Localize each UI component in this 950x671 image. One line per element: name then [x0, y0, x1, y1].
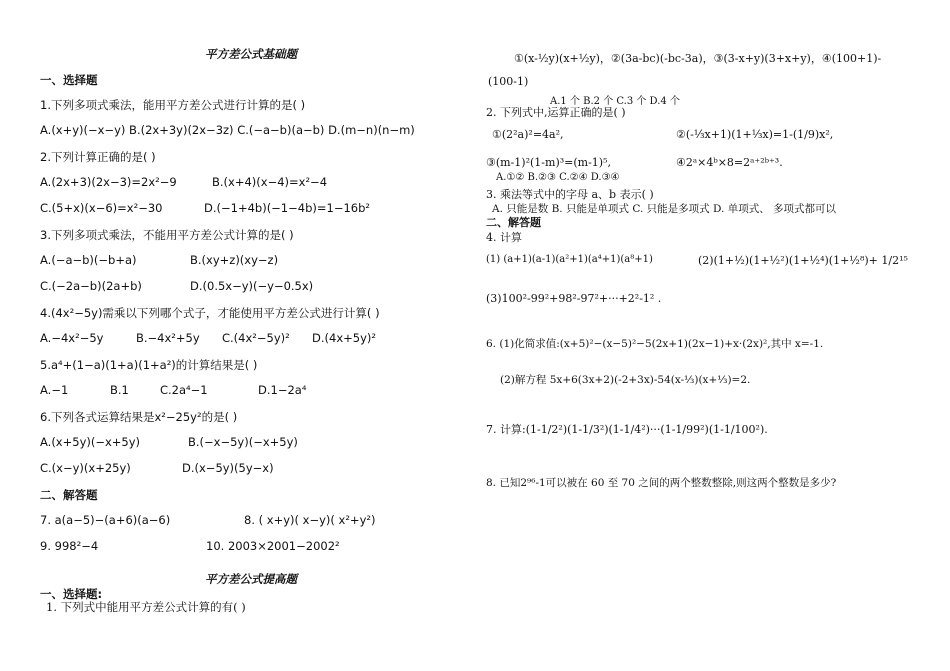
question-5-option-c: C.2a⁴−1: [160, 383, 208, 397]
question-2-option-d: D.(−1+4b)(−1−4b)=1−16b²: [204, 201, 370, 215]
question-9: 9. 998²−4: [40, 539, 99, 553]
question-4-option-b: B.−4x²+5y: [136, 331, 200, 345]
question-7: 7. a(a−5)−(a+6)(a−6): [40, 513, 171, 527]
advanced-q4-part-2: (2)(1+½)(1+½²)(1+½⁴)(1+½⁸)+ 1/2¹⁵: [698, 254, 908, 267]
question-10: 10. 2003×2001−2002²: [206, 539, 340, 553]
advanced-q4-part-1: (1) (a+1)(a-1)(a²+1)(a⁴+1)(a⁸+1): [486, 254, 653, 265]
advanced-question-1: 1. 下列式中能用平方差公式计算的有( ): [46, 600, 246, 614]
question-3-option-b: B.(xy+z)(xy−z): [190, 253, 279, 267]
heading-answers: 二、解答题: [40, 488, 98, 502]
question-6-option-d: D.(x−5y)(5y−x): [182, 461, 274, 475]
section-title-advanced: 平方差公式提高题: [205, 572, 297, 586]
question-2-option-c: C.(5+x)(x−6)=x²−30: [40, 201, 163, 215]
question-2-option-b: B.(x+4)(x−4)=x²−4: [212, 175, 328, 189]
question-4-option-d: D.(4x+5y)²: [312, 331, 376, 345]
advanced-q1-expressions: ①(x-½y)(x+½y)，②(3a-bc)(-bc-3a)，③(3-x+y)(3+x+y)，④(100+1)-: [514, 52, 882, 65]
advanced-q1-options: A.1 个 B.2 个 C.3 个 D.4 个: [550, 96, 680, 107]
question-4-option-a: A.−4x²−5y: [40, 331, 104, 345]
advanced-q2-item-3: ③(m-1)²(1-m)³=(m-1)⁵,: [486, 156, 611, 169]
advanced-q1-expressions-cont: (100-1): [488, 75, 529, 88]
advanced-question-8: 8. 已知2⁹⁶-1可以被在 60 至 70 之间的两个整数整除,则这两个整数是多少?: [486, 477, 837, 489]
question-2-option-a: A.(2x+3)(2x−3)=2x²−9: [40, 175, 177, 189]
advanced-question-3: 3. 乘法等式中的字母 a、b 表示( ): [486, 188, 654, 201]
question-1: 1.下列多项式乘法，能用平方差公式进行计算的是( ): [40, 98, 306, 112]
question-6-option-c: C.(x−y)(x+25y): [40, 461, 131, 475]
advanced-q3-options: A. 只能是数 B. 只能是单项式 C. 只能是多项式 D. 单项式、 多项式都可以: [492, 203, 837, 215]
question-1-options: A.(x+y)(−x−y) B.(2x+3y)(2x−3z) C.(−a−b)(a−b) D.(m−n)(n−m): [40, 123, 415, 137]
question-5-option-a: A.−1: [40, 383, 69, 397]
question-5-option-b: B.1: [110, 383, 129, 397]
advanced-question-2: 2. 下列式中,运算正确的是( ): [486, 106, 626, 119]
question-5-option-d: D.1−2a⁴: [258, 383, 307, 397]
question-4: 4.(4x²−5y)需乘以下列哪个式子，才能使用平方差公式进行计算( ): [40, 306, 380, 320]
question-4-option-c: C.(4x²−5y)²: [222, 331, 290, 345]
question-3-option-d: D.(0.5x−y)(−y−0.5x): [190, 279, 314, 293]
question-5: 5.a⁴+(1−a)(1+a)(1+a²)的计算结果是( ): [40, 358, 258, 372]
advanced-q2-item-4: ④2ᵃ×4ᵇ×8=2ᵃ⁺²ᵇ⁺³.: [676, 156, 783, 169]
question-3-option-a: A.(−a−b)(−b+a): [40, 253, 137, 267]
question-3-option-c: C.(−2a−b)(2a+b): [40, 279, 142, 293]
heading-choice: 一、选择题: [40, 73, 98, 87]
advanced-question-6-part-2: (2)解方程 5x+6(3x+2)(-2+3x)-54(x-⅓)(x+⅓)=2.: [500, 374, 751, 386]
advanced-question-6-part-1: 6. (1)化简求值:(x+5)²−(x−5)²−5(2x+1)(2x−1)+x·(2x)²,其中 x=-1.: [486, 338, 824, 350]
question-8: 8. ( x+y)( x−y)( x²+y²): [244, 513, 376, 527]
question-2: 2.下列计算正确的是( ): [40, 150, 156, 164]
heading-advanced-choice: 一、选择题:: [40, 587, 103, 601]
advanced-q2-item-1: ①(2²a)²=4a²,: [492, 128, 564, 141]
question-6: 6.下列各式运算结果是x²−25y²的是( ): [40, 410, 238, 424]
heading-advanced-answers: 二、解答题: [486, 216, 541, 229]
advanced-q2-item-2: ②(-⅓x+1)(1+⅓x)=1-(1/9)x²,: [676, 128, 834, 141]
question-6-option-b: B.(−x−5y)(−x+5y): [188, 435, 298, 449]
advanced-question-7: 7. 计算:(1-1/2²)(1-1/3²)(1-1/4²)···(1-1/99²)(1-1/100²).: [486, 423, 768, 436]
question-3: 3.下列多项式乘法，不能用平方差公式计算的是( ): [40, 228, 294, 242]
section-title-basic: 平方差公式基础题: [205, 47, 297, 61]
advanced-question-4: 4. 计算: [486, 231, 522, 244]
question-6-option-a: A.(x+5y)(−x+5y): [40, 435, 141, 449]
advanced-q4-part-3: (3)100²-99²+98²-97²+···+2²-1² .: [486, 292, 662, 305]
advanced-q2-options: A.①② B.②③ C.②④ D.③④: [496, 172, 620, 183]
